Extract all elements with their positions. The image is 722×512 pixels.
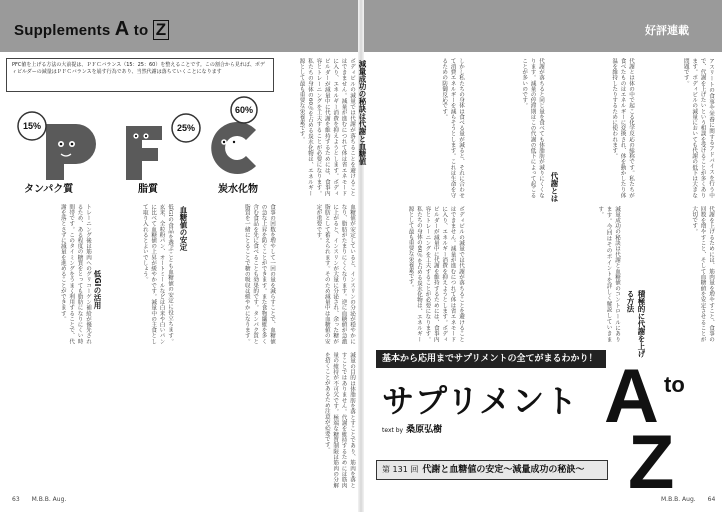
heading-weight-loss-secret: 減量成功の秘訣は代謝と血糖値 [358,60,367,165]
right-column-5: 代謝を上げるためには、筋肉量を増やすこと、食事の回数を増やすこと、そして血糖値を安定させることが大切です。 [691,206,714,342]
left-column-4: 低GIの食品を選ぶことも血糖値の安定に役立ちます。玄米、全粒粉パン、オートミールなどは白米や白いパンに比べて血糖値の上昇が緩やかです。減量中の主食として取り入れるとよいでしょう。 [141,204,173,344]
left-column-3: 食事の回数を増やして一回の量を減らすことで、血糖値の急な上昇を防ぐことができます。また食物繊維を多く含む食品を先に食べることも効果的です。タンパク質と脂質を一緒にとることで糖の吸収は緩やかになります。 [243,204,275,344]
right-column-4: しかし私たちの身体は食べる量が減ると、それに合わせて消費エネルギーを減らそうとします。これは生命を守るための防御反応です。 [441,58,464,198]
issue-band [376,460,608,480]
left-column-5: トレーニング後は筋肉へのグリコーゲン補給が優先されるため、ある程度の糖質をとっても脂肪になりにくい時間帯です。このタイミングをうまく利用することで、代謝を落とさずに減量を進めることができます。 [59,204,91,344]
percent-badge-p [18,112,46,140]
a-to-z-logo [598,350,712,490]
right-column-3: 代謝が落ちると同じ量を食べても体脂肪が減りにくくなります。減量の停滞期はこの代謝の低下によって起こることが多いのです。 [521,58,544,198]
label-carbohydrate: 炭水化物 [218,184,258,195]
pfc-illustration [6,96,274,180]
logo-letter-z: Z [628,420,675,490]
article-title-area [366,350,716,500]
label-protein: タンパク質 [24,184,74,195]
serial-tag: 好評連載 [645,24,689,37]
right-column-7: ボディビルの減量では代謝が落ちることを避けることはできません。減量が進むにつれて体は省エネモードに入り、エネルギー消費を抑えようとします。ボディビルダーが減量中に代謝を維持するためには、食事内容とトレーニングを工夫することが必要になります。私たちの身体の60％を占める炭水化物は、エネルギー源として最も重要な栄養素です。 [407,206,464,342]
right-column-1: アスリートの食事や栄養に関するアドバイスを行う中で、代謝を上げたいという相談を受けることが多くあります。ボディビルの減量においても代謝の低下は大きな問題です。 [682,58,714,198]
author-credit: text by 桑原弘樹 [382,425,443,435]
intro-box: PFC値を上げる方法の大前提は、ＰＦＣバランス（15：25：60）を整えることです。この割合から見れば、ボディビルダーの減量はＰＦＣバランスを崩す行為であり、当然代謝は落ちていくことになります [6,58,274,92]
percent-badge-c [231,97,257,123]
heading-raise-metabolism: 積極的に代謝を上げる方法 [626,290,646,358]
logo-letter-a: A [604,354,659,439]
letter-p-character [46,124,96,180]
percent-text-1: 25% [176,123,196,133]
percent-badge-f [172,114,200,142]
issue-title: 代謝と血糖値の安定〜減量成功の秘訣〜 [422,465,585,475]
supplements-a-to-z-title: Supplements A to Z [14,18,169,41]
main-title: サプリメント [382,382,579,420]
heading-blood-sugar-stable: 血糖値の安定 [179,206,188,251]
left-column-1: ボディビルの減量では代謝が落ちることを避けることはできません。減量が進むにつれて体は省エネモードに入り、エネルギー消費を抑えようとします。ボディビルダーが減量中に代謝を維持するためには、食事内容とトレーニングを工夫することが必要になります。私たちの身体の60％を占める炭水化物は、エネルギー源として最も重要な栄養素です。 [298,58,355,196]
percent-text-0: 15% [22,121,42,131]
pfc-figure [6,96,274,196]
percent-text-2: 60% [234,105,254,115]
folio-left: 63 M.B.B. Aug. [12,496,67,503]
folio-right: M.B.B. Aug. 64 [661,496,716,503]
logo-to: to [664,372,685,397]
letter-f-character [126,126,162,180]
heading-what-is-metabolism: 代謝とは [550,172,559,202]
right-column-2: 代謝とは体の中で起こる化学反応の総称です。私たちが食べたものはエネルギーに変換され、体を動かしたり体温を維持したりするために使われます。 [611,58,634,198]
issue-number: 第 131 回 [382,465,419,474]
left-column-2: 血糖値が安定していると、インスリンの分泌が穏やかになり、脂肪がたまりにくくなります。逆に血糖値が急激に上がると、インスリンが大量に分泌され、余った糖が脂肪として蓄えられます。そのため減量中は血糖値の安定が重要です。 [315,204,355,344]
subtitle-band: 基本から応用までサプリメントの全てがまるわかり！ [376,350,606,368]
label-fat: 脂質 [138,184,158,195]
left-column-6: 減量の目的は体脂肪を落とすことであり、筋肉を落とすことではありません。代謝を維持するためには筋肉量の維持が不可欠です。極端な糖質制限は筋肉の分解を招くことがあるため注意が必要です。 [323,352,355,488]
letter-c-character [211,122,256,174]
heading-low-gi: 低GIの活用 [93,270,102,309]
right-column-6: 減量成功の秘訣は代謝と血糖値のコントロールにあります。今回はそのポイントを詳しく解説していきます。 [597,206,620,342]
